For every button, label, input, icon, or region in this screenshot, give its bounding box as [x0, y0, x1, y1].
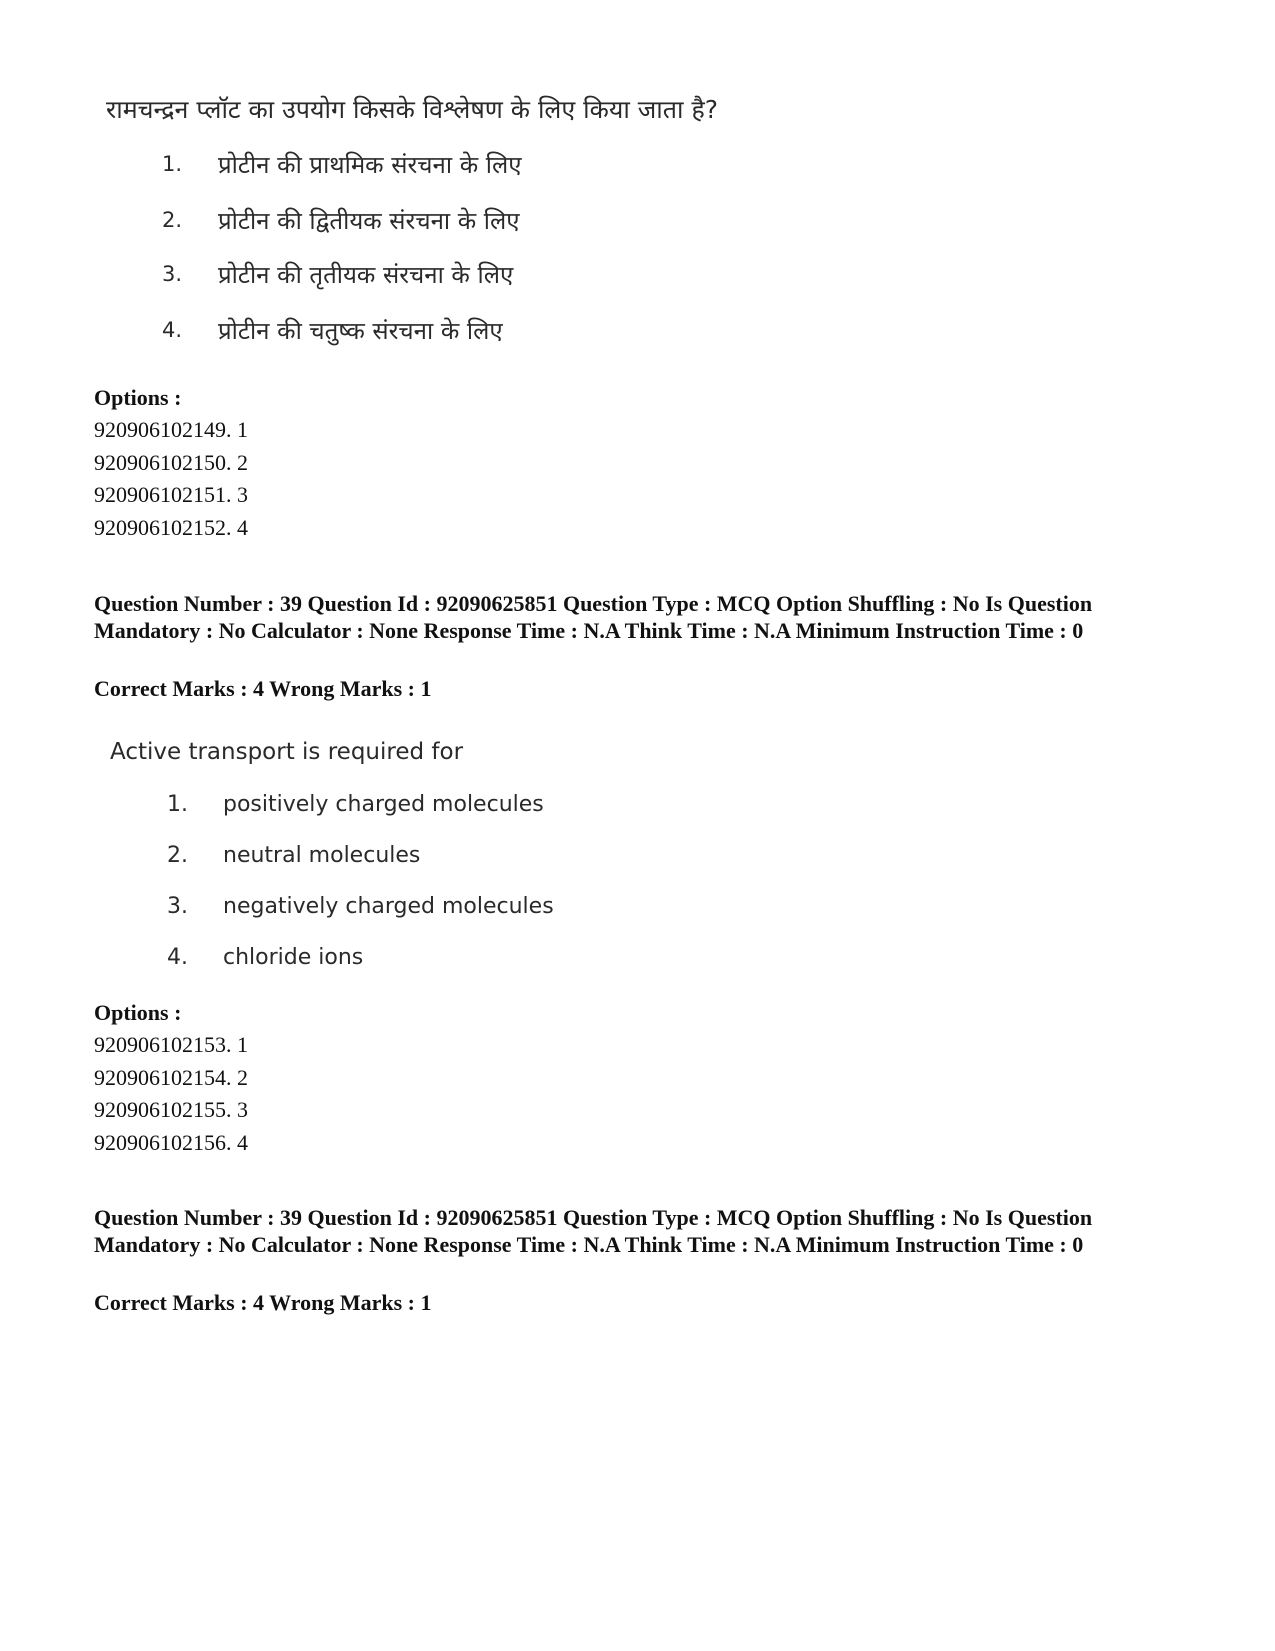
options-list — [94, 1029, 248, 1159]
choice-text: प्रोटीन की द्वितीयक संरचना के लिए — [218, 207, 520, 235]
choice-number: 1. — [167, 792, 188, 817]
choice-number: 2. — [167, 843, 188, 868]
choice-number: 3. — [167, 894, 188, 919]
question-choice — [167, 843, 687, 875]
question-image-hindi — [100, 88, 800, 368]
question-stem: Active transport is required for — [110, 739, 464, 765]
options-list — [94, 414, 248, 544]
choice-text: neutral molecules — [223, 843, 421, 868]
question-choice — [167, 894, 687, 926]
choice-text: प्रोटीन की तृतीयक संरचना के लिए — [218, 261, 514, 289]
choice-text: प्रोटीन की चतुष्क संरचना के लिए — [218, 317, 503, 345]
choice-text: negatively charged molecules — [223, 894, 554, 919]
question-image-english — [105, 735, 705, 975]
question-choice — [162, 258, 762, 292]
question-choice — [167, 945, 687, 977]
choice-number: 2. — [162, 208, 183, 232]
choice-text: positively charged molecules — [223, 792, 544, 817]
choice-text: प्रोटीन की प्राथमिक संरचना के लिए — [218, 151, 522, 179]
option-item: 920906102154. 2 — [94, 1064, 248, 1090]
option-item: 920906102152. 4 — [94, 514, 248, 540]
choice-number: 3. — [162, 262, 183, 286]
question-meta: Question Number : 39 Question Id : 92090625851 Question Type : MCQ Option Shuffling : No Is Question Mandatory : No Calculator : None Response Time : N.A Think Time : N.A Minimum Instruction Time : 0 — [94, 591, 1093, 643]
choice-number: 4. — [167, 945, 188, 970]
question-choice — [167, 792, 687, 824]
choice-number: 1. — [162, 152, 183, 176]
question-choice — [162, 148, 762, 182]
option-item: 920906102151. 3 — [94, 482, 248, 507]
choice-number: 4. — [162, 318, 183, 342]
question-marks: Correct Marks : 4 Wrong Marks : 1 — [94, 1290, 432, 1315]
question-choice — [162, 314, 762, 348]
question-meta: Question Number : 39 Question Id : 92090625851 Question Type : MCQ Option Shuffling : No Is Question Mandatory : No Calculator : None Response Time : N.A Think Time : N.A Minimum Instruction Time : 0 — [94, 1205, 1093, 1257]
question-marks: Correct Marks : 4 Wrong Marks : 1 — [94, 676, 432, 701]
option-item: 920906102156. 4 — [94, 1129, 248, 1155]
option-item: 920906102150. 2 — [94, 449, 248, 475]
question-choice — [162, 204, 762, 238]
option-item: 920906102153. 1 — [94, 1032, 248, 1057]
option-item: 920906102155. 3 — [94, 1097, 248, 1122]
options-label: Options : — [94, 385, 182, 410]
options-label: Options : — [94, 1000, 182, 1025]
choice-text: chloride ions — [223, 945, 364, 970]
option-item: 920906102149. 1 — [94, 417, 248, 442]
question-stem: रामचन्द्रन प्लॉट का उपयोग किसके विश्लेषण के लिए किया जाता है? — [106, 95, 718, 124]
